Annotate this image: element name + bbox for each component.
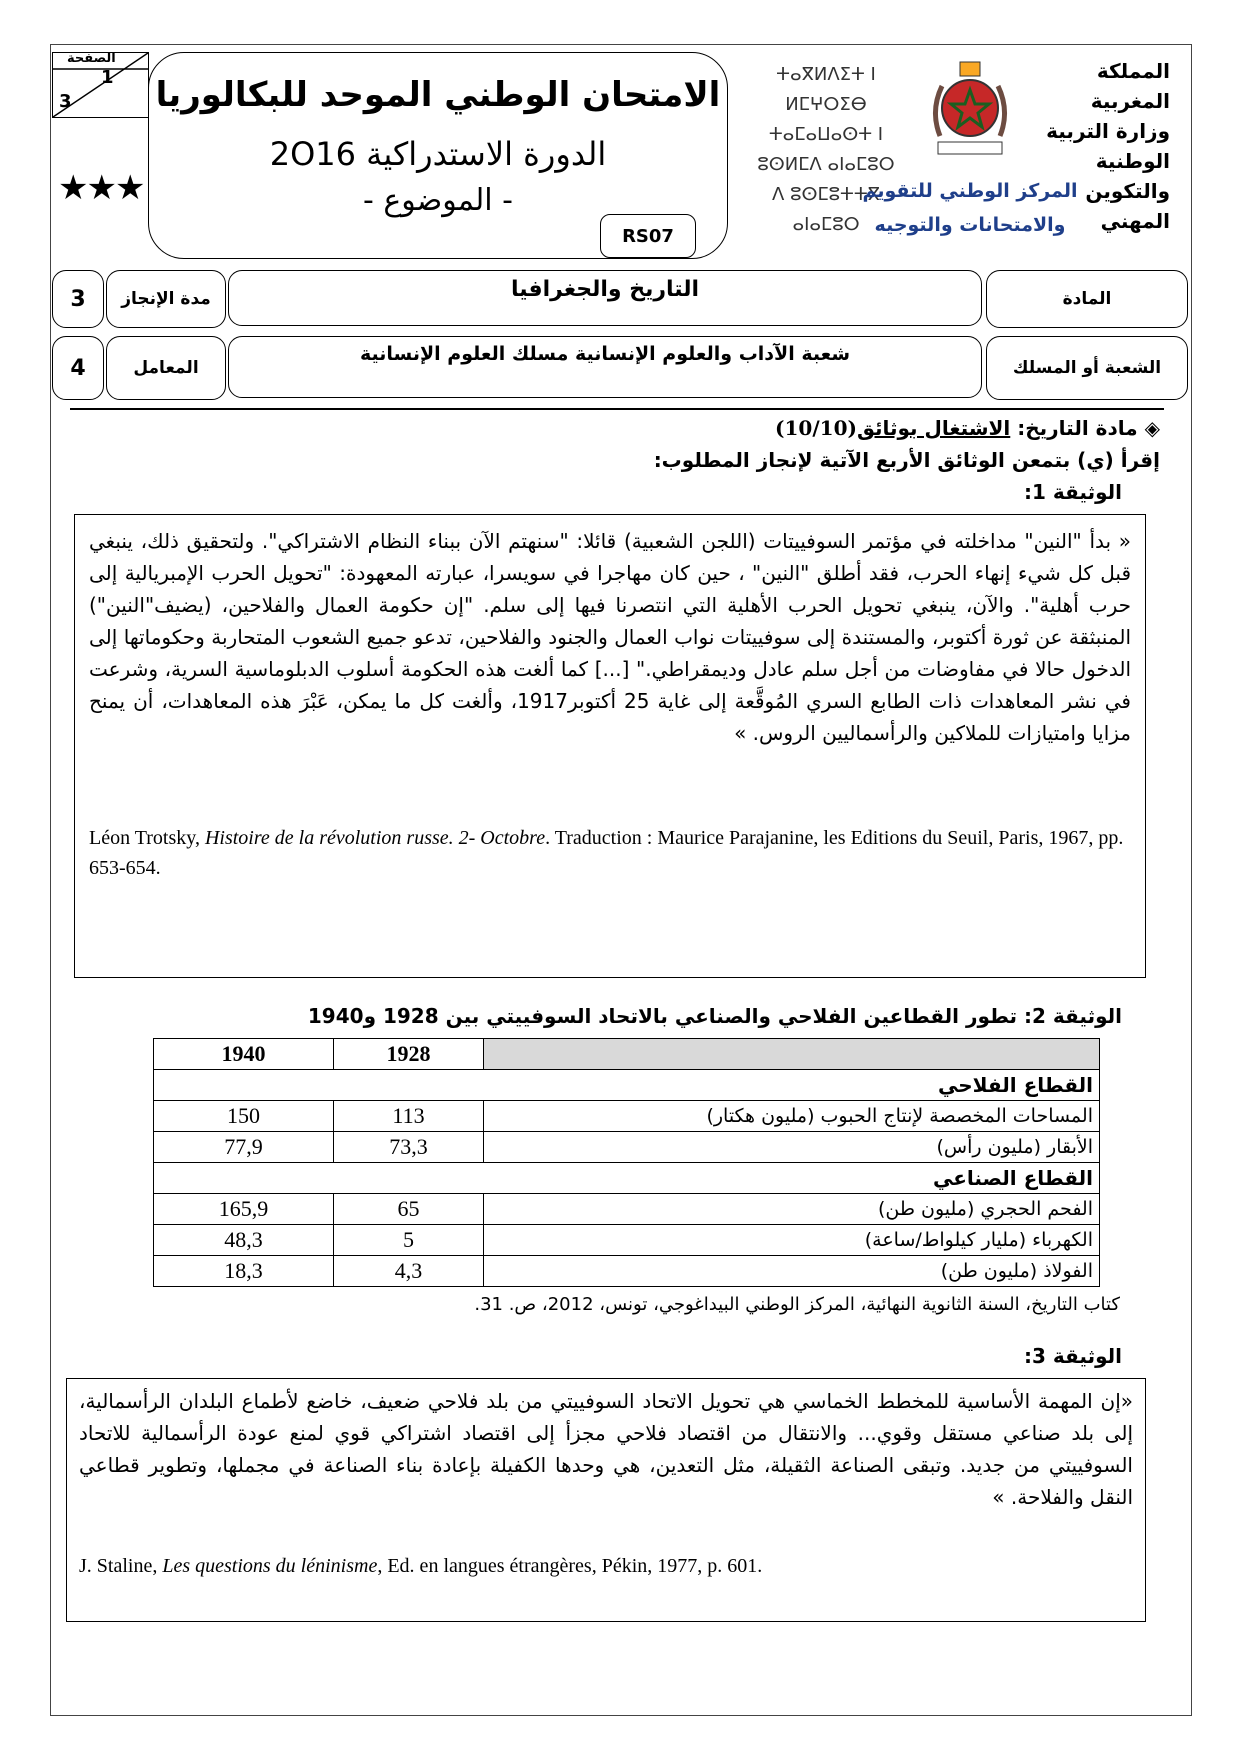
doc3-cite-author: J. Staline, [79, 1555, 163, 1577]
cell-1928: 4,3 [334, 1256, 484, 1287]
cell-1940: 165,9 [154, 1194, 334, 1225]
table-row [154, 1132, 1100, 1163]
ministry-line: المملكة المغربية [1090, 59, 1170, 113]
row-label: الأبقار (مليون رأس) [484, 1132, 1100, 1163]
table-section-row [154, 1163, 1100, 1194]
header-divider [70, 408, 1164, 410]
cell-1928: 5 [334, 1225, 484, 1256]
duration-label: مدة الإنجاز [106, 270, 226, 328]
cell-1940: 150 [154, 1101, 334, 1132]
tifinagh-line: ⵜⴰⴳⵍⴷⵉⵜ ⵏ ⵍⵎⵖⵔⵉⴱ [776, 64, 876, 115]
cell-1940: 48,3 [154, 1225, 334, 1256]
subject-value: التاريخ والجغرافيا [228, 270, 982, 326]
doc1-cite-author: Léon Trotsky, [89, 827, 205, 849]
doc1-cite-rest: . Traduction : Maurice Parajanine, les Editions du Seuil, Paris, 1967, pp. 653-654. [89, 827, 1124, 879]
doc3-cite-title: Les questions du léninisme [162, 1555, 378, 1577]
table-row [154, 1225, 1100, 1256]
row-label: المساحات المخصصة لإنتاج الحبوب (مليون هكتار) [484, 1101, 1100, 1132]
page-total: 3 [59, 91, 72, 112]
cell-1928: 113 [334, 1101, 484, 1132]
doc1-cite-title: Histoire de la révolution russe. 2- Octobre [204, 827, 546, 849]
coef-label: المعامل [106, 336, 226, 400]
page-number: 1 [101, 67, 114, 88]
section-title-prefix: مادة التاريخ: [1010, 416, 1138, 440]
cell-1928: 65 [334, 1194, 484, 1225]
exam-code: RS07 [600, 214, 696, 258]
coef-value: 4 [52, 336, 104, 400]
royal-emblem-icon [920, 56, 1020, 162]
exam-subject-label: - الموضوع - [363, 183, 513, 218]
section-score: (10/10) [775, 416, 857, 440]
table-row [154, 1101, 1100, 1132]
page-number-box [52, 52, 149, 118]
table-row [154, 1194, 1100, 1225]
difficulty-stars: ★★★ [58, 168, 144, 208]
instruction: إقرأ (ي) بتمعن الوثائق الأربع الآتية لإنجاز المطلوب: [653, 448, 1160, 472]
page-label: الصفحة [67, 51, 116, 66]
subject-label: المادة [986, 270, 1188, 328]
doc2-title: الوثيقة 2: تطور القطاعين الفلاحي والصناعي بالاتحاد السوفييتي بين 1928 و1940 [307, 1004, 1122, 1028]
row-label: الفحم الحجري (مليون طن) [484, 1194, 1100, 1225]
doc2-source: كتاب التاريخ، السنة الثانوية النهائية، المركز الوطني البيداغوجي، تونس، 2012، ص. 31. [474, 1294, 1120, 1315]
ministry-line: والتكوين المهني [1085, 179, 1170, 233]
tifinagh-line: ⴷ ⵓⵙⵎⵓⵜⵜⴳ ⴰⵏⴰⵎⵓⵔ [772, 184, 880, 235]
branch-value: شعبة الآداب والعلوم الإنسانية مسلك العلوم الإنسانية [228, 336, 982, 398]
header-blank-cell [484, 1039, 1100, 1070]
cell-1928: 73,3 [334, 1132, 484, 1163]
doc1-citation [89, 823, 1131, 883]
doc3-title: الوثيقة 3: [1024, 1344, 1122, 1368]
doc3-text: «إن المهمة الأساسية للمخطط الخماسي هي تحويل الاتحاد السوفييتي من بلد فلاحي ضعيف، خاضع لأطماع البلدان الرأسمالية، إلى بلد صناعي مستقل وقوي... والانتقال من اقتصاد فلاحي مجزأ إلى اقتصاد اشتراكي قوي لمنع عودة الرأسمالية للاتحاد السوفييتي من جديد. وتبقى الصناعة الثقيلة، مثل التعدين، هي وحدها الكفيلة بإعادة بناء الصناعة في مجملها، وتطوير قطاعي النقل والفلاحة. » [79, 1389, 1133, 1509]
center-line: والامتحانات والتوجيه [874, 214, 1066, 236]
doc2-table [153, 1038, 1100, 1287]
section-title: الاشتغال بوثائق [856, 416, 1011, 440]
sector-industry: القطاع الصناعي [154, 1163, 1100, 1194]
row-label: الكهرباء (مليار كيلواط/ساعة) [484, 1225, 1100, 1256]
diamond-bullet-icon: ◈ [1144, 416, 1160, 440]
cell-1940: 18,3 [154, 1256, 334, 1287]
doc1-title: الوثيقة 1: [1024, 480, 1122, 504]
row-label: الفولاذ (مليون طن) [484, 1256, 1100, 1287]
branch-label: الشعبة أو المسلك [986, 336, 1188, 400]
doc1-text: « بدأ "النين" مداخلته في مؤتمر السوفييتات (اللجن الشعبية) قائلا: "سنهتم الآن ببناء النظام الاشتراكي". ولتحقيق ذلك، ينبغي قبل كل شيء إنهاء الحرب، فقد أطلق "النين" ، حين كان مهاجرا في سويسرا، عبارته المعهودة: "تحويل الحرب الإمبريالية إلى حرب أهلية". والآن، ينبغي تحويل الحرب الأهلية التي انتصرنا فيها إلى سلم. "إن حكومة العمال والفلاحين، (يضيف"النين") المنبثقة عن ثورة أكتوبر، والمستندة إلى سوفييتات نواب العمال والجنود والفلاحين، تدعو جميع الشعوب المتحاربة وحكوماتها إلى الدخول حالا في مفاوضات من أجل سلم عادل وديمقراطي." [...] كما ألغت هذه الحكومة أسلوب الدبلوماسية السرية، وشرعت في نشر المعاهدات ذات الطابع السري المُوقَّعة إلى غاية 25 أكتوبر1917، وألغت كل ما يمكن، عَبْرَ هذه المعاهدات، أن يمنح مزايا وامتيازات للملاكين والرأسماليين الروس. » [89, 529, 1131, 745]
doc3-citation [79, 1551, 1133, 1581]
exam-session: الدورة الاستدراكية 2O16 [269, 135, 607, 173]
ministry-line: وزارة التربية الوطنية [1046, 119, 1170, 173]
cell-1940: 77,9 [154, 1132, 334, 1163]
doc1-box [74, 514, 1146, 978]
duration-value: 3 [52, 270, 104, 328]
col-1940: 1940 [154, 1039, 334, 1070]
section-heading [775, 414, 1160, 442]
tifinagh-line: ⵜⴰⵎⴰⵡⴰⵙⵜ ⵏ ⵓⵙⵍⵎⴷ ⴰⵏⴰⵎⵓⵔ [757, 124, 895, 175]
table-header-row [154, 1039, 1100, 1070]
table-row [154, 1256, 1100, 1287]
doc3-box [66, 1378, 1146, 1622]
center-line: المركز الوطني للتقويم [862, 180, 1078, 202]
sector-agri: القطاع الفلاحي [154, 1070, 1100, 1101]
col-1928: 1928 [334, 1039, 484, 1070]
evaluation-center [830, 174, 1110, 242]
table-section-row [154, 1070, 1100, 1101]
exam-title: الامتحان الوطني الموحد للبكالوريا [155, 75, 721, 115]
doc3-cite-rest: , Ed. en langues étrangères, Pékin, 1977, p. 601. [377, 1555, 763, 1577]
